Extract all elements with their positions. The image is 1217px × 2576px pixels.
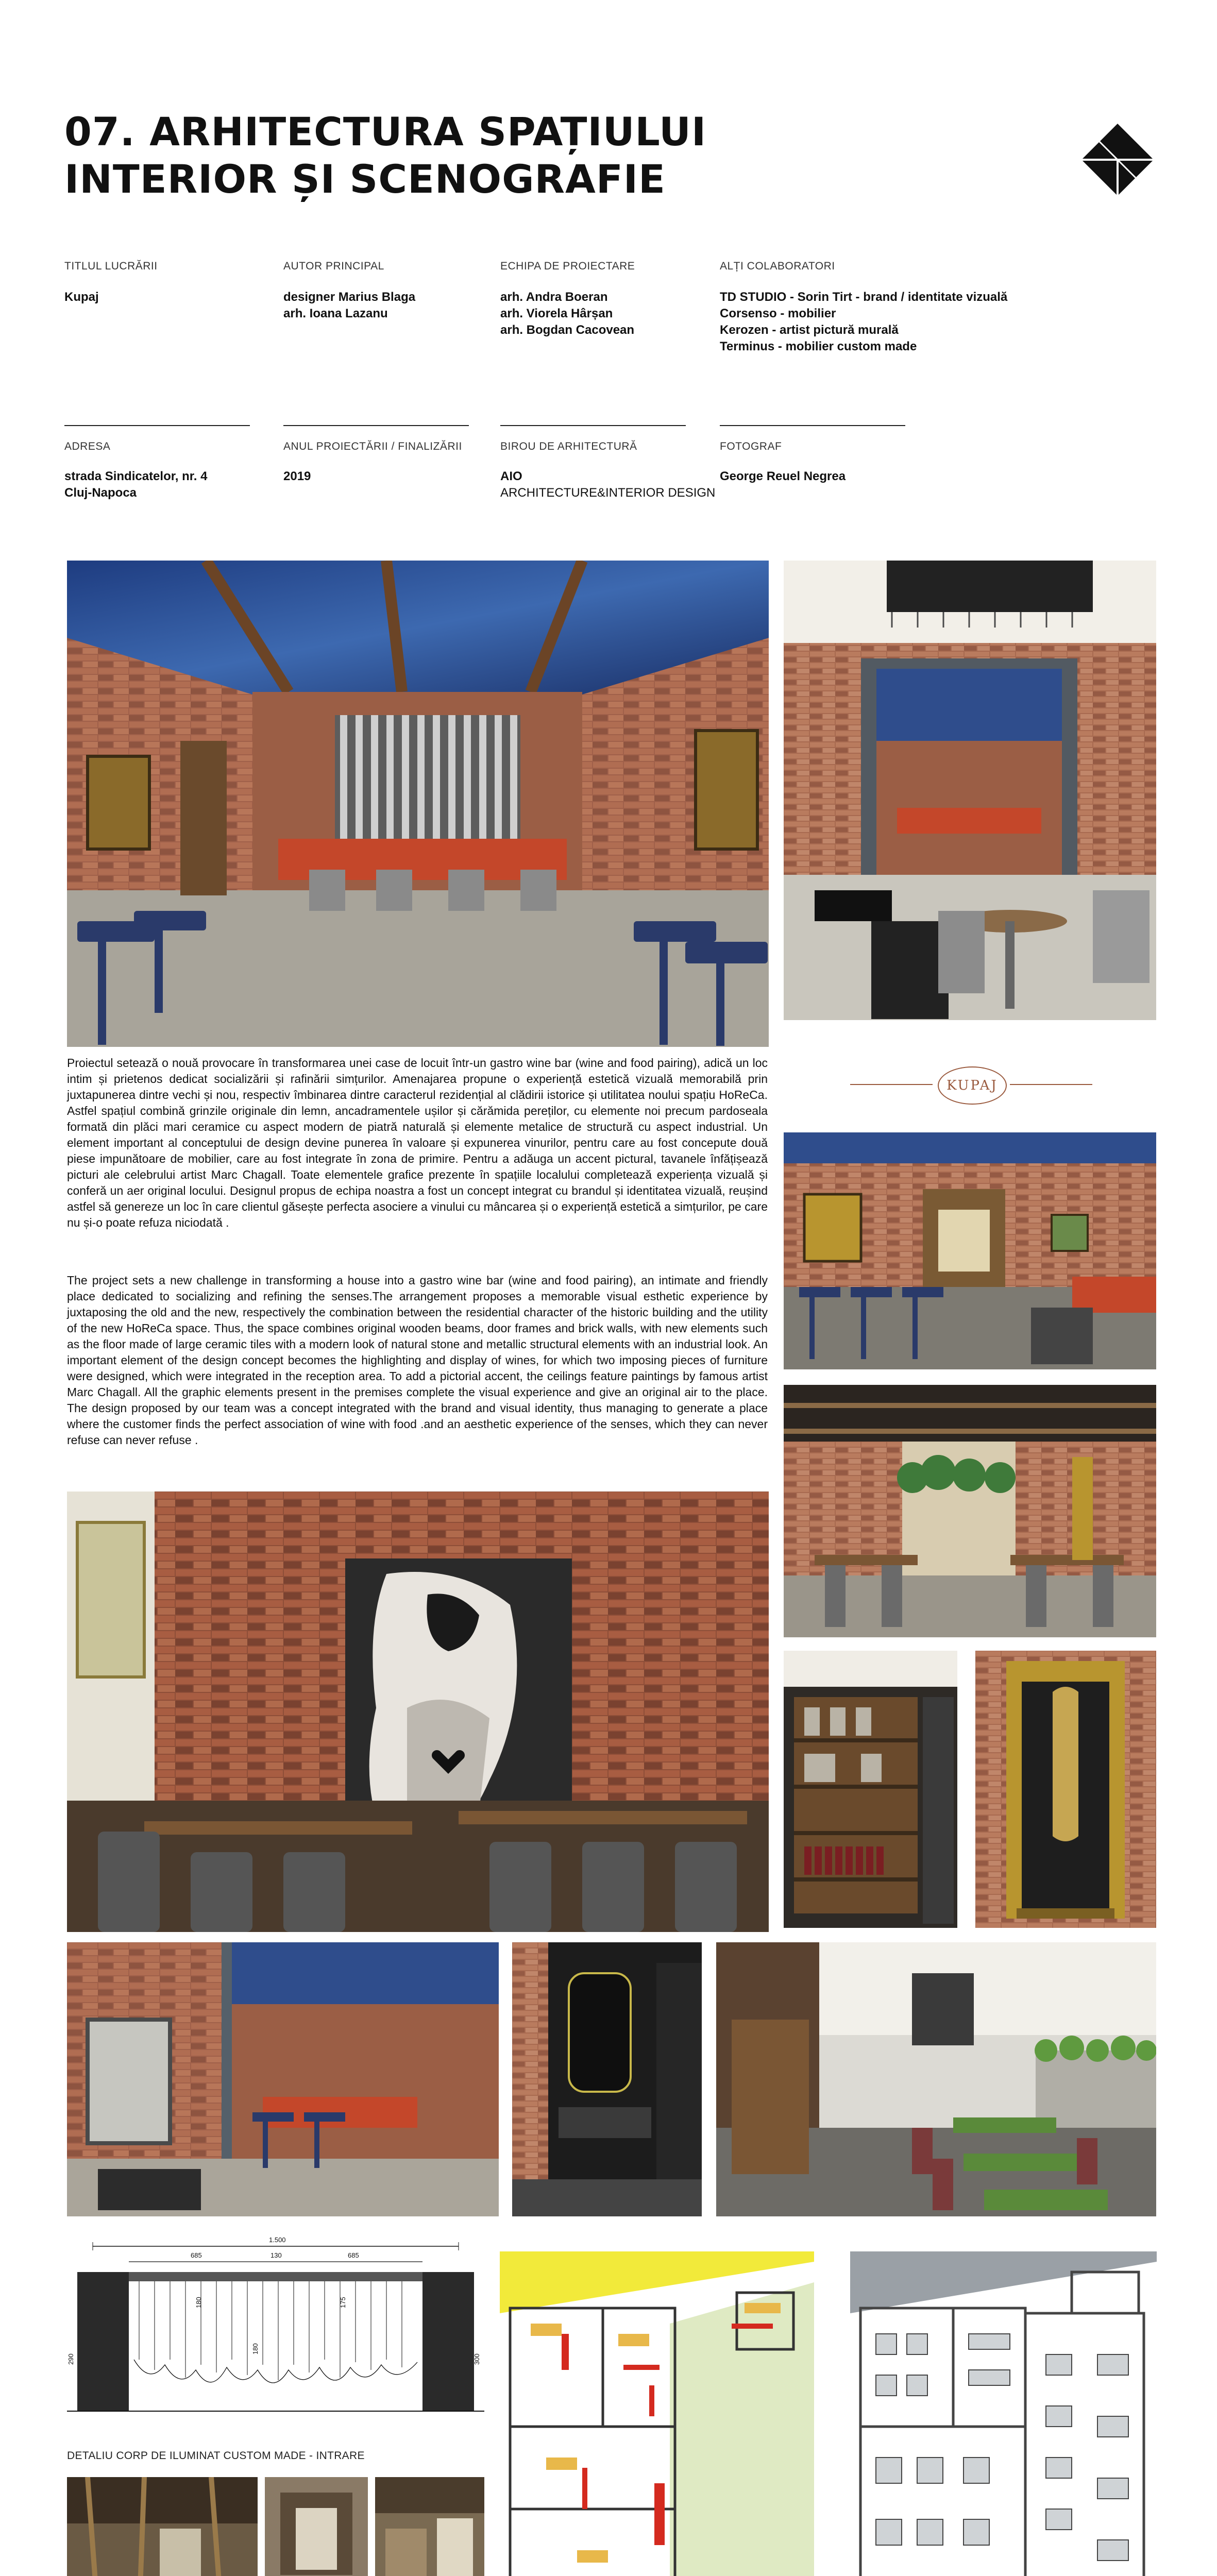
divider [500,425,686,426]
divider [720,425,905,426]
birou-line-2: ARCHITECTURE&INTERIOR DESIGN [500,486,716,500]
an-value: 2019 [283,469,311,483]
adresa-label: ADRESA [64,440,111,452]
logo-line-left [850,1084,933,1085]
diamond-logo-icon [1079,121,1156,198]
divider [64,425,250,426]
page-title [64,108,706,203]
an-label: ANUL PROIECTĂRII / FINALIZĂRII [283,440,462,452]
titlu-label: TITLUL LUCRĂRII [64,260,158,272]
photo-wine-shelves [784,1651,957,1928]
dim-b: 130 [271,2251,282,2259]
dim-right: 300 [473,2353,481,2365]
dim-c: 685 [348,2251,359,2259]
title-line-1: 07. ARHITECTURA SPAȚIULUI [64,109,707,155]
divider [283,425,469,426]
photo-mural-wall [67,1492,769,1932]
autor-line-1: designer Marius Blaga [283,290,416,304]
echipa-line-1: arh. Andra Boeran [500,290,608,304]
titlu-value: Kupaj [64,290,99,304]
adresa-line-2: Cluj-Napoca [64,486,137,500]
dim-left: 290 [67,2353,75,2365]
foto-value: George Reuel Negrea [720,469,846,483]
colab-line-1: TD STUDIO - Sorin Tirt - brand / identitate vizuală [720,290,1008,304]
drawing-custom-light [67,2231,484,2447]
dim-h1: 180 [195,2297,202,2308]
colab-label: ALȚI COLABORATORI [720,260,835,272]
photo-entrance-view [67,1942,499,2216]
colab-line-3: Kerozen - artist pictură murală [720,323,899,337]
dim-a: 685 [191,2251,202,2259]
dim-mid: 180 [251,2343,259,2354]
plan-ground-floor [850,2251,1157,2576]
kupaj-brand-logo [850,1061,1092,1108]
photo-initial-2 [265,2477,368,2576]
dim-total: 1.500 [269,2236,286,2244]
title-line-2: INTERIOR ȘI SCENOGRAFIE [64,156,666,202]
photo-restroom [512,1942,702,2216]
autor-line-2: arh. Ioana Lazanu [283,307,388,320]
photo-gold-door [975,1651,1156,1928]
autor-label: AUTOR PRINCIPAL [283,260,384,272]
colab-line-4: Terminus - mobilier custom made [720,340,917,353]
adresa-line-1: strada Sindicatelor, nr. 4 [64,469,208,483]
kupaj-logo-text: KUPAJ [938,1066,1007,1105]
description-en: The project sets a new challenge in transforming a house into a gastro wine bar (wine and food pairing), an intimate and friendly place dedicated to socializing and refining the senses.The arrangement proposes a memorable visual esthetic experience by juxtaposing the old and the new, respectively the combination between the residential character of the historic building and the utility of the new HoReCa space. Thus, the space combines original wooden beams, door frames and brick walls, with new elements such as the floor made of large ceramic tiles with a modern look of natural stone and metallic structural elements with an industrial look. An important element of the design concept becomes the highlighting and display of wines, for which two imposing pieces of furniture were designed, which were integrated in the reception area. To add a pictorial accent, the ceilings feature paintings by famous artist Marc Chagall. All the graphic elements present in the premises complete the visual experience and give an original air to the place. The design proposed by our team was a concept integrated with the brand and visual identity, thus managing to generate a place where the customer finds the perfect association of wine with food .and an aesthetic experience of the senses, which they can never refuse can never refuse . [67,1274,768,1447]
photo-bar-area [784,1132,1156,1369]
photo-terrace [716,1942,1156,2216]
birou-line-1: AIO [500,469,522,483]
photo-main-interior [67,561,769,1047]
echipa-label: ECHIPA DE PROIECTARE [500,260,635,272]
foto-label: FOTOGRAF [720,440,782,452]
colab-line-2: Corsenso - mobilier [720,307,836,320]
echipa-line-3: arh. Bogdan Cacovean [500,323,635,337]
birou-label: BIROU DE ARHITECTURĂ [500,440,637,452]
photo-initial-3 [375,2477,484,2576]
echipa-line-2: arh. Viorela Hârșan [500,307,613,320]
description-ro: Proiectul setează o nouă provocare în transformarea unei case de locuit într-un gastro wine bar (wine and food pairing), adică un loc intim și prietenos dedicat socializării și rafinării simțurilor. Amenajarea propune o experiență estetică vizuală memorabilă prin juxtapunerea dintre vechi și nou, respectiv îmbinarea dintre caracterul rezidențial al clădirii istorice și utilitatea noului spațiu HoReCa. Astfel spațiul combină grinzile originale din lemn, ancadramentele ușilor și cărămida pereților, cu elemente noi precum pardoseala formată din plăci mari ceramice cu aspect modern de piatră naturală și elemente metalice de structură cu aspect industrial. Un element important al conceptului de design devine punerea în valoare și expunerea vinurilor, pentru care au fost concepute două piese impunătoare de mobilier, care au fost integrate în zona de primire. Pentru a adăuga un accent pictural, tavanele înfățișează picturi ale celebrului artist Marc Chagall. Toate elementele grafice prezente în spațiile localului completează experiența vizuală și conferă un aer original locului. Designul propus de echipa noastra a fost un concept integrat cu brandul și identitatea vizuală, reușind astfel să generezе un loc în care clientul găsește perfecta asociere a vinului cu mâncarea și o experiență estetică a simțurilor, pe care nu și-o poate refuza niciodată . [67,1056,768,1229]
plan-interventions [500,2251,814,2576]
photo-initial-1 [67,2477,258,2576]
photo-dining-room [784,1385,1156,1637]
caption-detaliu: DETALIU CORP DE ILUMINAT CUSTOM MADE - INTRARE [67,2450,365,2462]
logo-line-right [1010,1084,1092,1085]
photo-side-view [784,561,1156,1020]
dim-h2: 175 [339,2297,347,2308]
